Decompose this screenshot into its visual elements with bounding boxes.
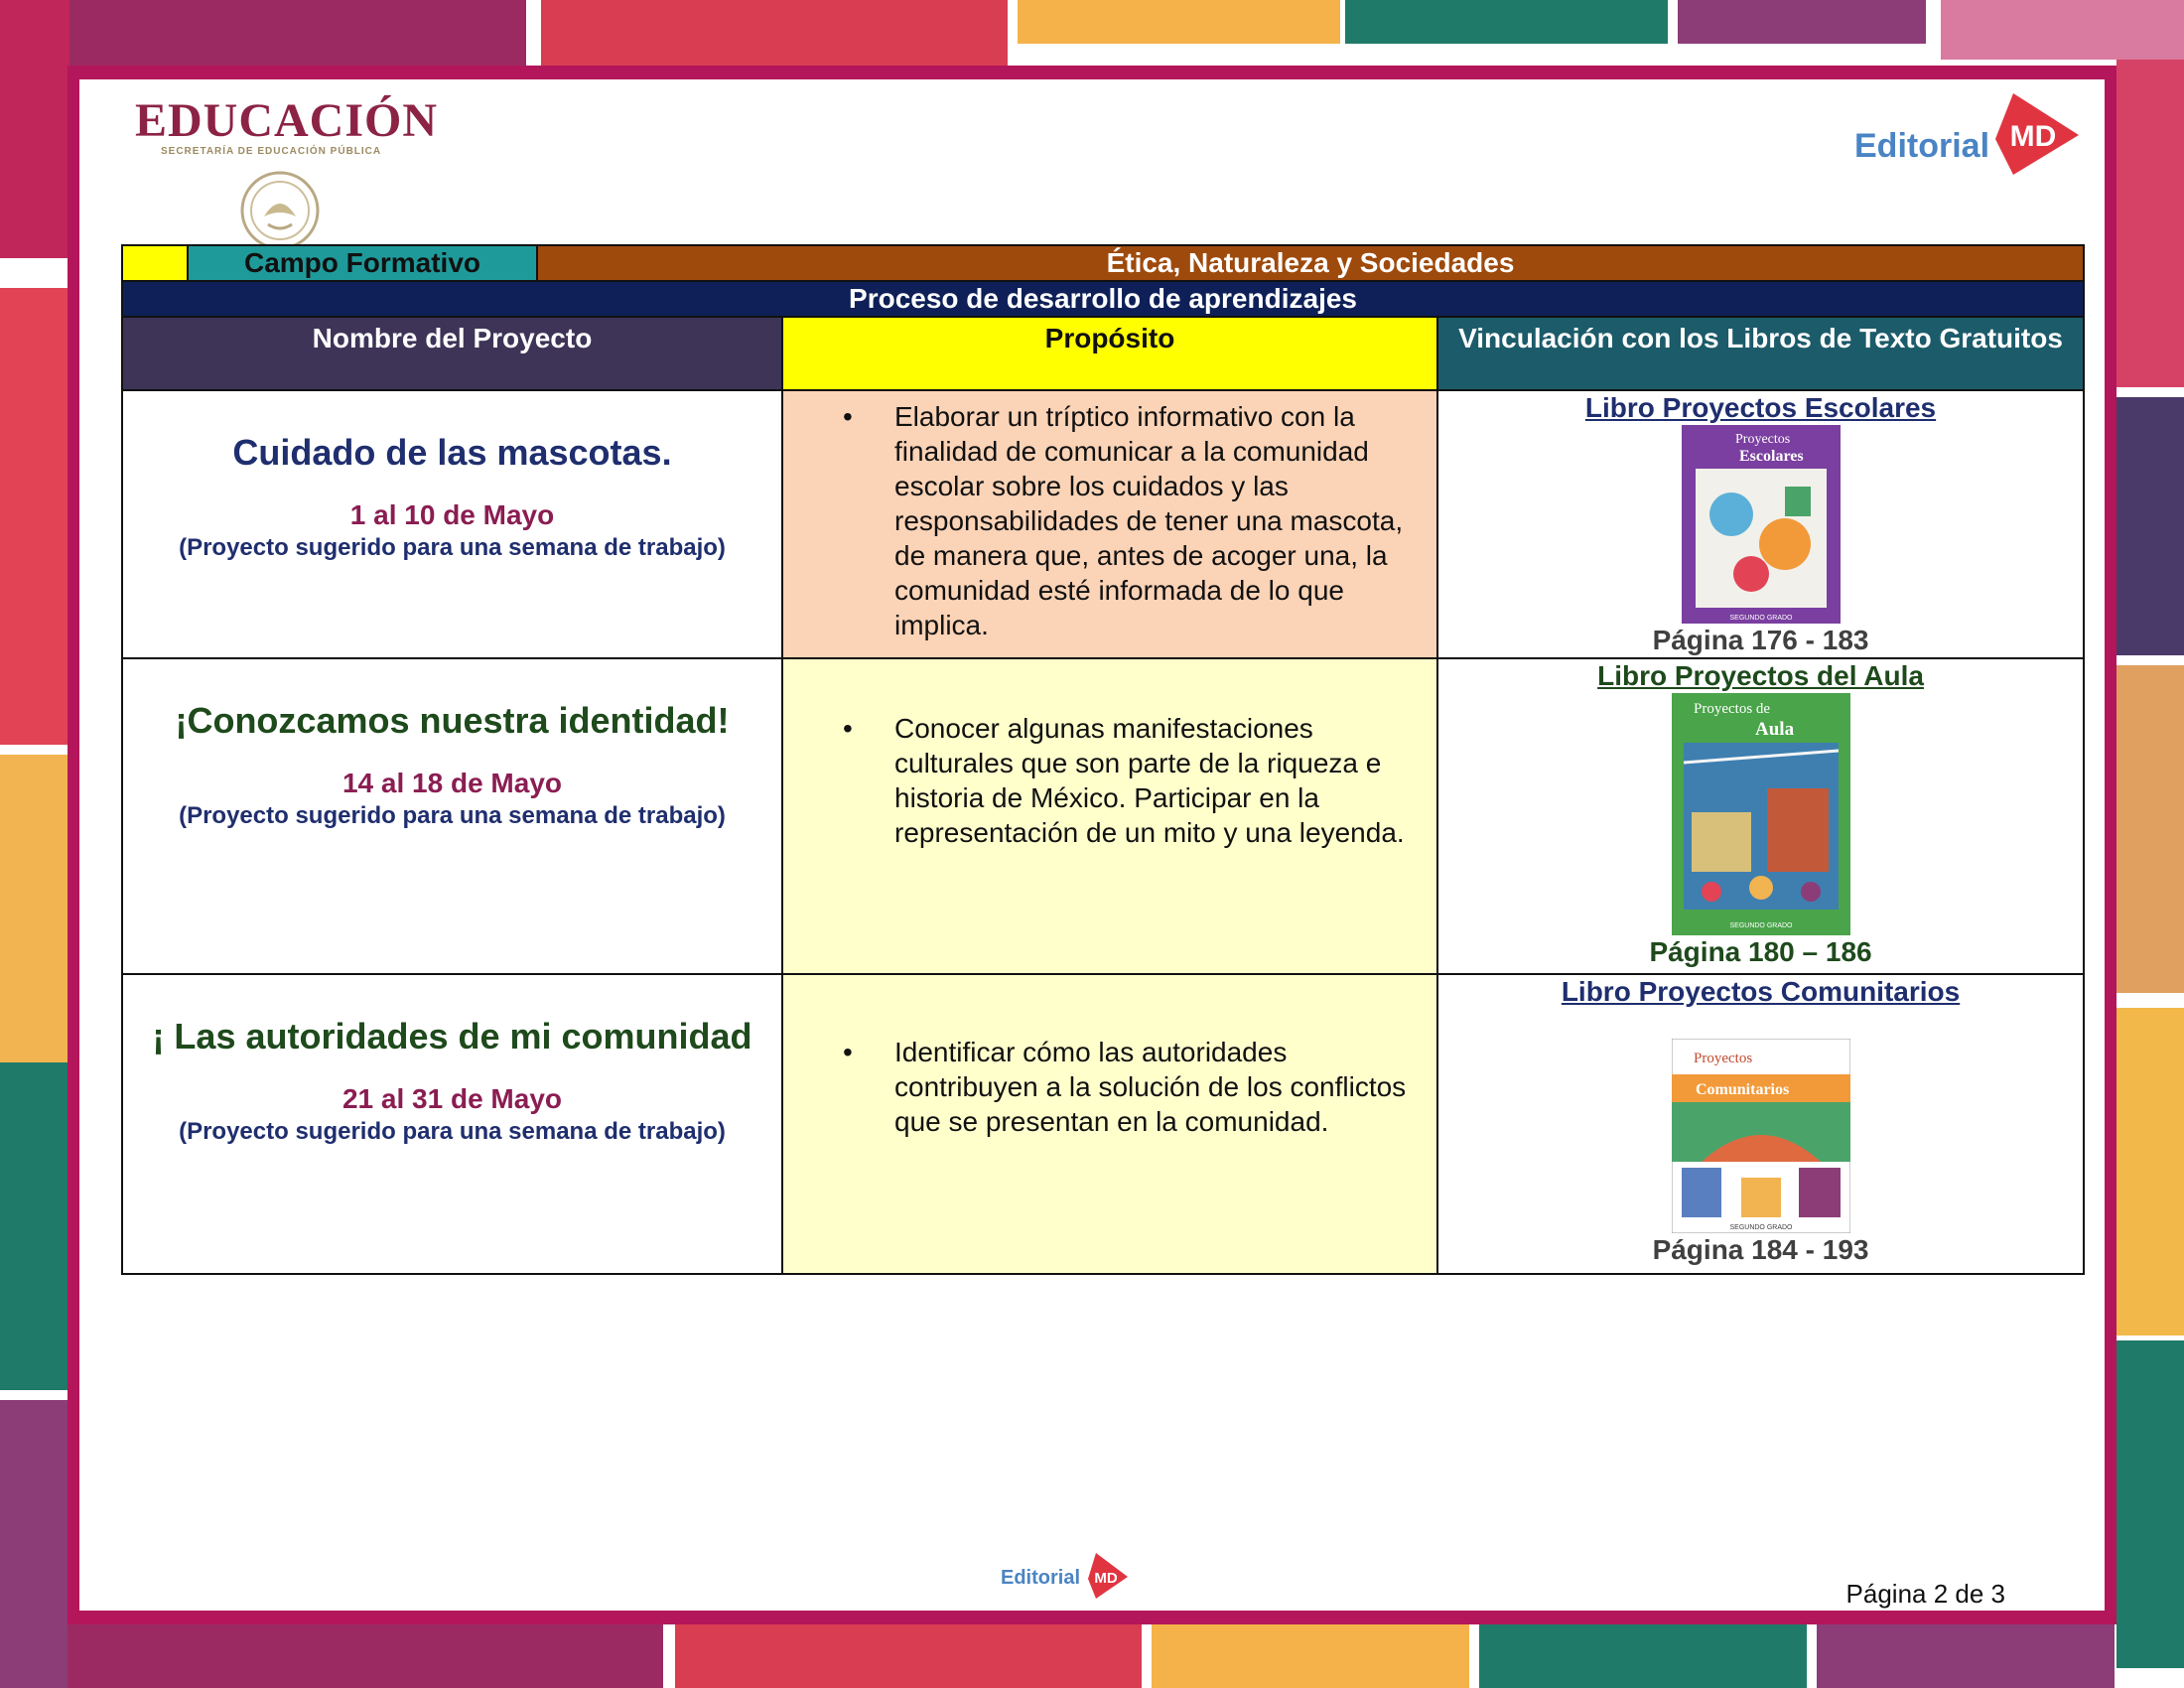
- national-seal-icon: [238, 169, 322, 252]
- project-note: (Proyecto sugerido para una semana de trabajo): [179, 1118, 726, 1145]
- column-header-purpose: Propósito: [782, 317, 1437, 390]
- project-title: Cuidado de las mascotas.: [232, 432, 672, 473]
- project-title: ¡ Las autoridades de mi comunidad: [152, 1016, 752, 1056]
- process-row: [122, 281, 2084, 317]
- column-header-books: Vinculación con los Libros de Texto Gratuitos: [1437, 317, 2084, 390]
- purpose-item: • Identificar cómo las autoridades contribuyen a la solución de los conflictos que se presentan en la comunidad.: [894, 1035, 1417, 1139]
- project-dates: 21 al 31 de Mayo: [341, 1083, 562, 1114]
- project-dates: 14 al 18 de Mayo: [341, 768, 562, 798]
- column-header-project: Nombre del Proyecto: [122, 317, 782, 390]
- page-number: Página 2 de 3: [1845, 1579, 2005, 1609]
- cover-footer: SEGUNDO GRADO: [1729, 615, 1793, 622]
- cover-footer: SEGUNDO GRADO: [1729, 1224, 1793, 1231]
- book-pages: Página 184 - 193: [1652, 1234, 1869, 1265]
- sep-logo: [135, 93, 453, 157]
- purpose-item: • Conocer algunas manifestaciones culturales que son parte de la riqueza e historia de México. Participar en la representación de un mito y una leyenda.: [894, 711, 1417, 850]
- book-cover-comunitarios-icon: [1672, 1039, 1850, 1233]
- cover-line1: Proyectos de: [1693, 701, 1770, 717]
- project-title: ¡Conozcamos nuestra identidad!: [175, 700, 730, 741]
- table-row: [122, 658, 2084, 974]
- book-cell: [1437, 658, 2084, 974]
- cover-line1: Proyectos: [1734, 432, 1790, 447]
- campo-label: Campo Formativo: [188, 245, 537, 281]
- project-cell: [122, 974, 782, 1274]
- project-table: [121, 244, 2085, 1275]
- campo-row: [122, 245, 2084, 281]
- sep-logo-subtitle: SECRETARÍA DE EDUCACIÓN PÚBLICA: [161, 146, 382, 157]
- purpose-list: [843, 399, 1417, 642]
- cover-line2: Escolares: [1738, 448, 1804, 465]
- md-badge-icon: [1983, 89, 2083, 179]
- book-link[interactable]: Libro Proyectos Escolares: [1584, 392, 1937, 423]
- table-row: [122, 974, 2084, 1274]
- editorial-md-logo: [1854, 89, 2083, 179]
- book-cover-escolares-icon: [1682, 425, 1841, 624]
- table-row: [122, 390, 2084, 658]
- book-cell: [1437, 974, 2084, 1274]
- footer-editorial-logo: [1001, 1551, 1140, 1601]
- footer-md-badge-icon: [1082, 1551, 1130, 1601]
- project-cell: [122, 390, 782, 658]
- editorial-logo-text: Editorial: [1854, 127, 1990, 165]
- book-link[interactable]: Libro Proyectos Comunitarios: [1561, 976, 1961, 1007]
- cover-footer: SEGUNDO GRADO: [1729, 922, 1793, 929]
- cover-line1: Proyectos: [1693, 1051, 1752, 1066]
- purpose-cell: [782, 390, 1437, 658]
- cover-line2: Aula: [1754, 719, 1794, 740]
- process-title: Proceso de desarrollo de aprendizajes: [122, 281, 2084, 317]
- project-dates: 1 al 10 de Mayo: [349, 499, 555, 530]
- book-pages: Página 176 - 183: [1652, 625, 1869, 655]
- document-page: [79, 79, 2105, 1611]
- book-link[interactable]: Libro Proyectos del Aula: [1597, 660, 1924, 691]
- purpose-list: [843, 711, 1417, 850]
- footer-logo-text: Editorial: [1001, 1567, 1081, 1589]
- book-cell: [1437, 390, 2084, 658]
- sep-logo-text: EDUCACIÓN: [135, 94, 439, 147]
- campo-value: Ética, Naturaleza y Sociedades: [537, 245, 2084, 281]
- purpose-list: [843, 1035, 1417, 1139]
- md-badge-text: MD: [2009, 120, 2057, 153]
- project-note: (Proyecto sugerido para una semana de trabajo): [179, 534, 726, 561]
- book-cover-aula-icon: [1672, 693, 1850, 935]
- project-note: (Proyecto sugerido para una semana de trabajo): [179, 802, 726, 829]
- footer-badge-text: MD: [1094, 1570, 1118, 1587]
- purpose-item: • Elaborar un tríptico informativo con la finalidad de comunicar a la comunidad escolar sobre los cuidados y las responsabilidades de tener una mascota, de manera que, antes de acoger una, la comunidad esté informada de lo que implica.: [894, 399, 1417, 642]
- column-header-row: [122, 317, 2084, 390]
- book-pages: Página 180 – 186: [1649, 936, 1872, 967]
- cover-line2: Comunitarios: [1695, 1081, 1789, 1098]
- purpose-cell: [782, 658, 1437, 974]
- project-cell: [122, 658, 782, 974]
- campo-color-cell: [122, 245, 188, 281]
- purpose-cell: [782, 974, 1437, 1274]
